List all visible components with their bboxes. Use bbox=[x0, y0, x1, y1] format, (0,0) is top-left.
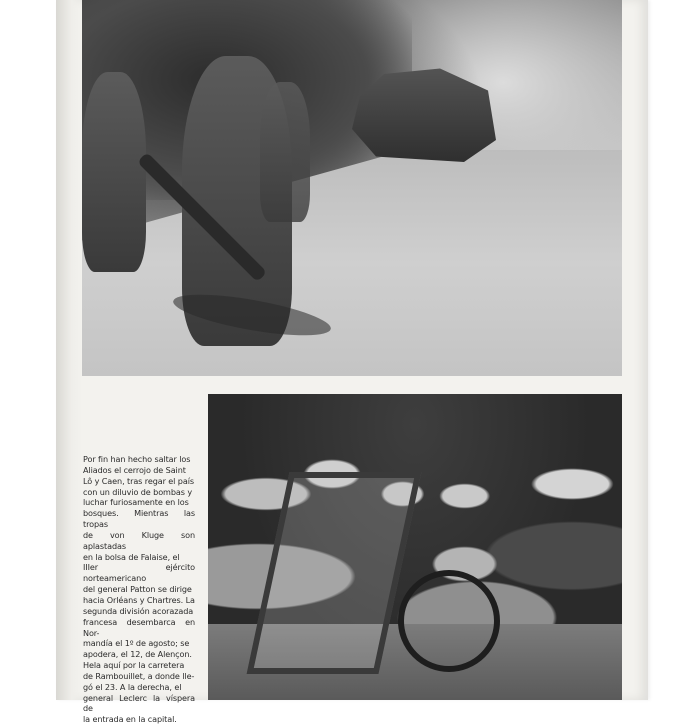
photo-soldiers-and-tank-on-road bbox=[82, 0, 622, 376]
photo-officers-in-jeep bbox=[208, 394, 622, 700]
soldier bbox=[82, 72, 146, 272]
photo-caption: Por fin han hecho saltar los Aliados el cerrojo de Saint Lô y Caen, tras regar el país con un diluvio de bombas y luchar furiosamente en los bosques. Mientras las tropas de von Kluge son aplastadas en la bolsa de Falaise, el IIIer ejército norteamericano del general Patton se dirige hacia Orléans y Chartres. La segunda división acorazada francesa desembarca en Nor- mandía el 1º de agosto; se apodera, el 12, de Alençon. Hela aquí por la carretera de Rambouillet, a donde lle- gó el 23. A la derecha, el general Leclerc la víspera de la entrada en la capital. bbox=[83, 454, 195, 725]
soldier bbox=[260, 82, 310, 222]
book-gutter bbox=[56, 0, 82, 700]
steering-wheel bbox=[398, 570, 500, 672]
